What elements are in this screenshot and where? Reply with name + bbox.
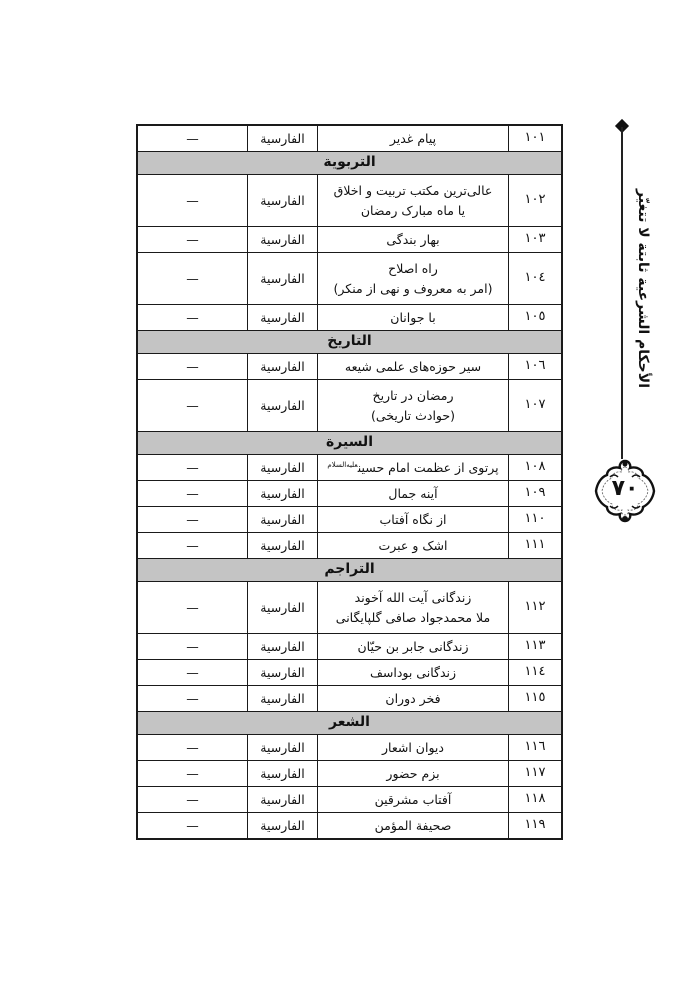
item-number: ١١٨ (509, 787, 563, 813)
book-title-cell (318, 634, 509, 660)
book-note: — (137, 787, 248, 813)
book-title: بزم حضور (386, 765, 440, 781)
item-number: ١٠٥ (509, 305, 563, 331)
table-row (137, 175, 562, 227)
book-title: بهار بندگی (386, 231, 440, 247)
table-row (137, 305, 562, 331)
book-language: الفارسية (248, 481, 318, 507)
book-title: آفتاب مشرقين (374, 791, 452, 807)
item-number: ١٠١ (509, 125, 563, 152)
table-row (137, 761, 562, 787)
table-row (137, 735, 562, 761)
book-language: الفارسية (248, 761, 318, 787)
table-row (137, 227, 562, 253)
section-header-row (137, 712, 562, 735)
book-language: الفارسية (248, 305, 318, 331)
book-note: — (137, 582, 248, 634)
book-language: الفارسية (248, 455, 318, 481)
book-note: — (137, 507, 248, 533)
table-row (137, 507, 562, 533)
book-note: — (137, 686, 248, 712)
book-language: الفارسية (248, 735, 318, 761)
book-note: — (137, 761, 248, 787)
item-number: ١١١ (509, 533, 563, 559)
item-number: ١٠٩ (509, 481, 563, 507)
book-title-cell (318, 533, 509, 559)
book-note: — (137, 175, 248, 227)
table-row (137, 813, 562, 840)
item-number: ١٠٢ (509, 175, 563, 227)
item-number: ١٠٦ (509, 354, 563, 380)
book-language: الفارسية (248, 634, 318, 660)
table-row (137, 660, 562, 686)
book-note: — (137, 380, 248, 432)
book-title: با جوانان (390, 309, 436, 325)
book-title-cell (318, 481, 509, 507)
section-header-row (137, 152, 562, 175)
book-language: الفارسية (248, 507, 318, 533)
book-title-cell (318, 380, 509, 432)
table-row (137, 253, 562, 305)
book-title-cell (318, 305, 509, 331)
book-subtitle: ملا محمدجواد صافی گلپايگانی (335, 609, 491, 625)
book-title-cell (318, 253, 509, 305)
table-row (137, 582, 562, 634)
book-title: از نگاه آفتاب (379, 511, 447, 527)
item-number: ١٠٤ (509, 253, 563, 305)
book-title-cell (318, 761, 509, 787)
table-row (137, 533, 562, 559)
item-number: ١١٣ (509, 634, 563, 660)
book-title: اشک و عبرت (378, 537, 448, 553)
book-note: — (137, 735, 248, 761)
book-title: عالی‌ترين مکتب تربيت و اخلاق (333, 183, 493, 199)
book-title-cell (318, 175, 509, 227)
book-title: سير حوزه‌های علمی شيعه (344, 358, 482, 374)
item-number: ١٠٣ (509, 227, 563, 253)
item-number: ١١٢ (509, 582, 563, 634)
book-title-cell (318, 813, 509, 840)
book-note: — (137, 305, 248, 331)
book-title: زندگانی آيت الله آخوند (354, 590, 472, 606)
section-header: التربوية (137, 152, 562, 175)
book-title: راه اصلاح (388, 261, 438, 277)
book-subtitle: (حوادث تاريخی) (370, 407, 455, 423)
book-title-cell (318, 455, 509, 481)
book-note: — (137, 455, 248, 481)
catalog-body (137, 125, 562, 839)
table-row (137, 354, 562, 380)
book-note: — (137, 634, 248, 660)
book-title: زندگانی جابر بن حيّان (357, 638, 469, 654)
table-row (137, 787, 562, 813)
book-subtitle: (امر به معروف و نهی از منكر) (333, 280, 493, 296)
book-title: ديوان اشعار (382, 739, 444, 755)
book-title-cell (318, 686, 509, 712)
section-header-row (137, 559, 562, 582)
item-number: ١٠٨ (509, 455, 563, 481)
section-header: السيرة (137, 432, 562, 455)
running-title: الأحكام الشرعية ثابتة لا تتغيّر (635, 189, 651, 388)
book-title: پيام غدير (389, 130, 437, 146)
side-rule (621, 127, 623, 459)
book-language: الفارسية (248, 227, 318, 253)
section-header: التراجم (137, 559, 562, 582)
book-language: الفارسية (248, 660, 318, 686)
book-note: — (137, 660, 248, 686)
book-note: — (137, 481, 248, 507)
page-number: ٧٠ (611, 476, 639, 501)
table-row (137, 125, 562, 152)
book-note: — (137, 227, 248, 253)
item-number: ١١٦ (509, 735, 563, 761)
book-note: — (137, 354, 248, 380)
section-header-row (137, 331, 562, 354)
book-language: الفارسية (248, 175, 318, 227)
book-title-cell (318, 354, 509, 380)
section-header: التاريخ (137, 331, 562, 354)
item-number: ١٠٧ (509, 380, 563, 432)
book-language: الفارسية (248, 354, 318, 380)
book-note: — (137, 125, 248, 152)
table-row (137, 686, 562, 712)
book-note: — (137, 533, 248, 559)
table-row (137, 481, 562, 507)
book-language: الفارسية (248, 787, 318, 813)
honorific-mark: عليه‌السلام (327, 460, 358, 469)
item-number: ١١٥ (509, 686, 563, 712)
table-row (137, 634, 562, 660)
item-number: ١١٤ (509, 660, 563, 686)
book-language: الفارسية (248, 253, 318, 305)
section-header-row (137, 432, 562, 455)
table-row (137, 380, 562, 432)
book-title: زندگانی بوداسف (369, 664, 457, 680)
book-title: فخر دوران (385, 690, 441, 706)
book-language: الفارسية (248, 686, 318, 712)
book-title: صحيفة المؤمن (374, 817, 452, 833)
book-title: آينه جمال (388, 485, 438, 501)
book-language: الفارسية (248, 813, 318, 840)
book-title: پرتوی از عظمت امام حسين (357, 459, 499, 475)
book-language: الفارسية (248, 125, 318, 152)
book-title-cell (318, 227, 509, 253)
book-title-cell (318, 660, 509, 686)
book-language: الفارسية (248, 582, 318, 634)
book-title-cell (318, 125, 509, 152)
book-title-cell (318, 507, 509, 533)
book-note: — (137, 813, 248, 840)
item-number: ١١٠ (509, 507, 563, 533)
book-title-cell (318, 735, 509, 761)
book-title-cell (318, 582, 509, 634)
book-title-cell (318, 787, 509, 813)
book-title: رمضان در تاريخ (372, 388, 454, 404)
section-header: الشعر (137, 712, 562, 735)
books-catalog-table (136, 124, 563, 840)
item-number: ١١٧ (509, 761, 563, 787)
item-number: ١١٩ (509, 813, 563, 840)
book-note: — (137, 253, 248, 305)
book-language: الفارسية (248, 380, 318, 432)
table-row (137, 455, 562, 481)
book-language: الفارسية (248, 533, 318, 559)
book-subtitle: يا ماه مبارک رمضان (360, 202, 466, 218)
